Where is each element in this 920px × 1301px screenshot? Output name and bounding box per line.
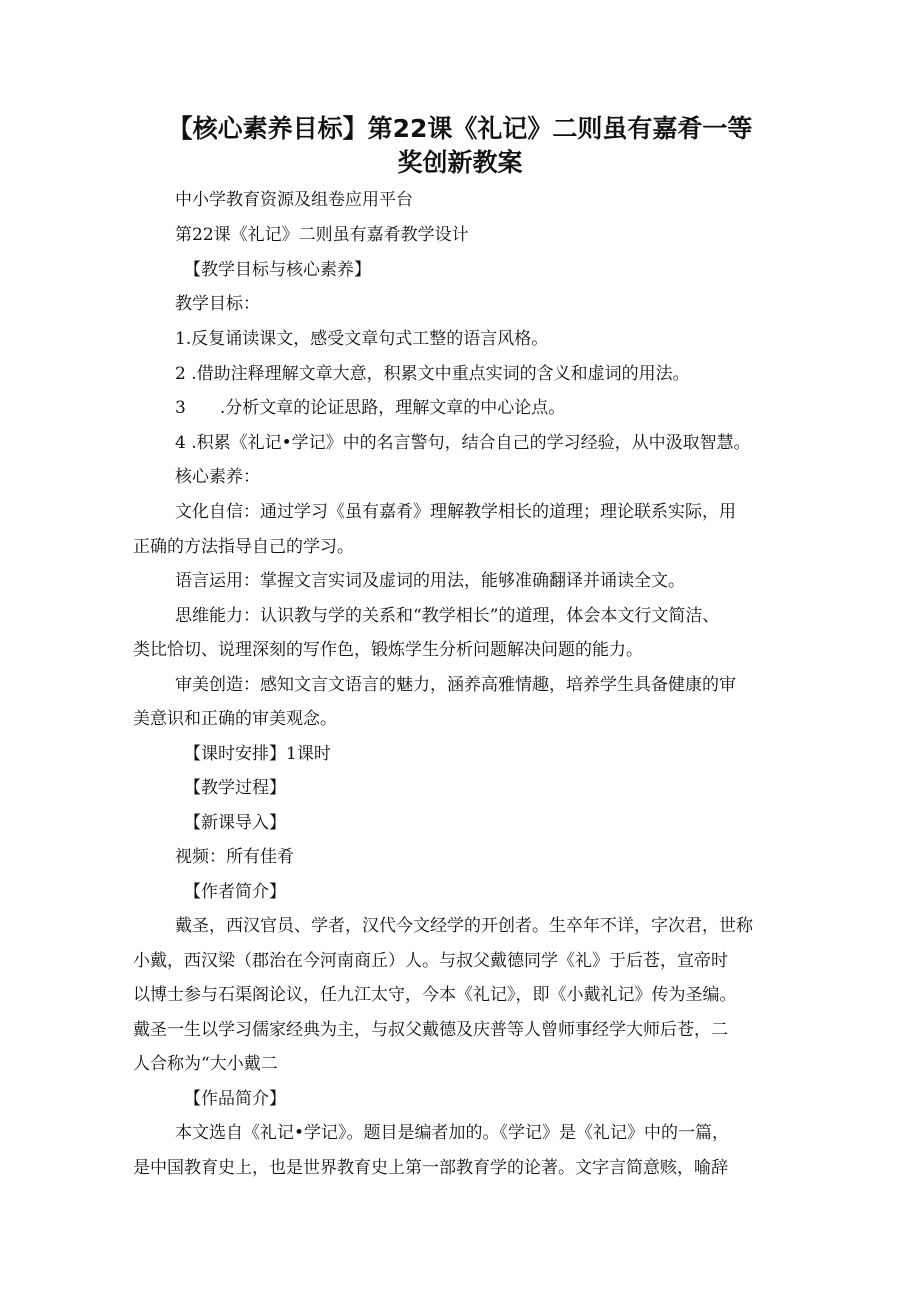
lesson-subtitle: 第22课《礼记》二则虽有嘉肴教学设计 — [175, 225, 469, 245]
author-paragraph-line-4: 戴圣一生以学习儒家经典为主，与叔父戴德及庆普等人曾师事经学大师后苍，二 — [133, 1020, 728, 1040]
aesthetic-paragraph-line-2: 美意识和正确的审美观念。 — [133, 709, 337, 729]
culture-paragraph-line-2: 正确的方法指导自己的学习。 — [133, 537, 354, 557]
author-paragraph-line-1: 戴圣，西汉官员、学者，汉代今文经学的开创者。生卒年不详，字次君，世称 — [175, 916, 753, 936]
author-paragraph-line-2: 小戴，西汉梁（郡治在今河南商丘）人。与叔父戴德同学《礼》于后苍，宣帝时 — [133, 951, 728, 971]
section-heading-schedule: 【课时安排】1课时 — [184, 744, 331, 764]
video-line: 视频：所有佳肴 — [175, 847, 294, 867]
language-paragraph: 语言运用：掌握文言实词及虚词的用法，能够准确翻译并诵读全文。 — [175, 571, 685, 591]
author-paragraph-line-3: 以博士参与石渠阁论议，任九江太守，今本《礼记》，即《小戴礼记》传为圣编。 — [133, 985, 737, 1005]
thinking-paragraph-line-1: 思维能力：认识教与学的关系和“教学相长”的道理，体会本文行文简洁、 — [175, 606, 720, 626]
thinking-paragraph-line-2: 类比恰切、说理深刻的写作色，锻炼学生分析问题解决问题的能力。 — [133, 640, 643, 660]
work-paragraph-line-1: 本文选自《礼记•学记》。题目是编者加的。《学记》是《礼记》中的一篇， — [175, 1123, 730, 1143]
goal-item-2: 2 .借助注释理解文章大意，积累文中重点实词的含义和虚词的用法。 — [175, 364, 690, 384]
section-heading-work: 【作品简介】 — [184, 1089, 286, 1109]
work-paragraph-line-2: 是中国教育史上，也是世界教育史上第一部教育学的论著。文字言简意赅，喻辞 — [133, 1158, 728, 1178]
goal-item-1: 1.反复诵读课文，感受文章句式工整的语言风格。 — [175, 329, 549, 349]
document-title-line-1: 【核心素养目标】第22课《礼记》二则虽有嘉肴一等 — [167, 114, 753, 143]
aesthetic-paragraph-line-1: 审美创造：感知文言文语言的魅力，涵养高雅情趣，培养学生具备健康的审 — [175, 675, 736, 695]
section-heading-intro: 【新课导入】 — [184, 813, 286, 833]
source-platform: 中小学教育资源及组卷应用平台 — [175, 190, 413, 210]
goals-label: 教学目标： — [175, 294, 260, 314]
section-heading-goals: 【教学目标与核心素养】 — [184, 260, 371, 280]
culture-paragraph-line-1: 文化自信：通过学习《虽有嘉肴》理解教学相长的道理；理论联系实际，用 — [175, 502, 736, 522]
author-paragraph-line-5: 人合称为“大小戴二 — [133, 1054, 278, 1074]
section-heading-process: 【教学过程】 — [184, 778, 286, 798]
core-literacy-label: 核心素养： — [175, 467, 260, 487]
goal-item-4: 4 .积累《礼记•学记》中的名言警句，结合自己的学习经验，从中汲取智慧。 — [175, 433, 751, 453]
document-title-line-2: 奖创新教案 — [397, 148, 523, 177]
section-heading-author: 【作者简介】 — [184, 882, 286, 902]
goal-item-3: 3 .分析文章的论证思路，理解文章的中心论点。 — [175, 398, 566, 418]
